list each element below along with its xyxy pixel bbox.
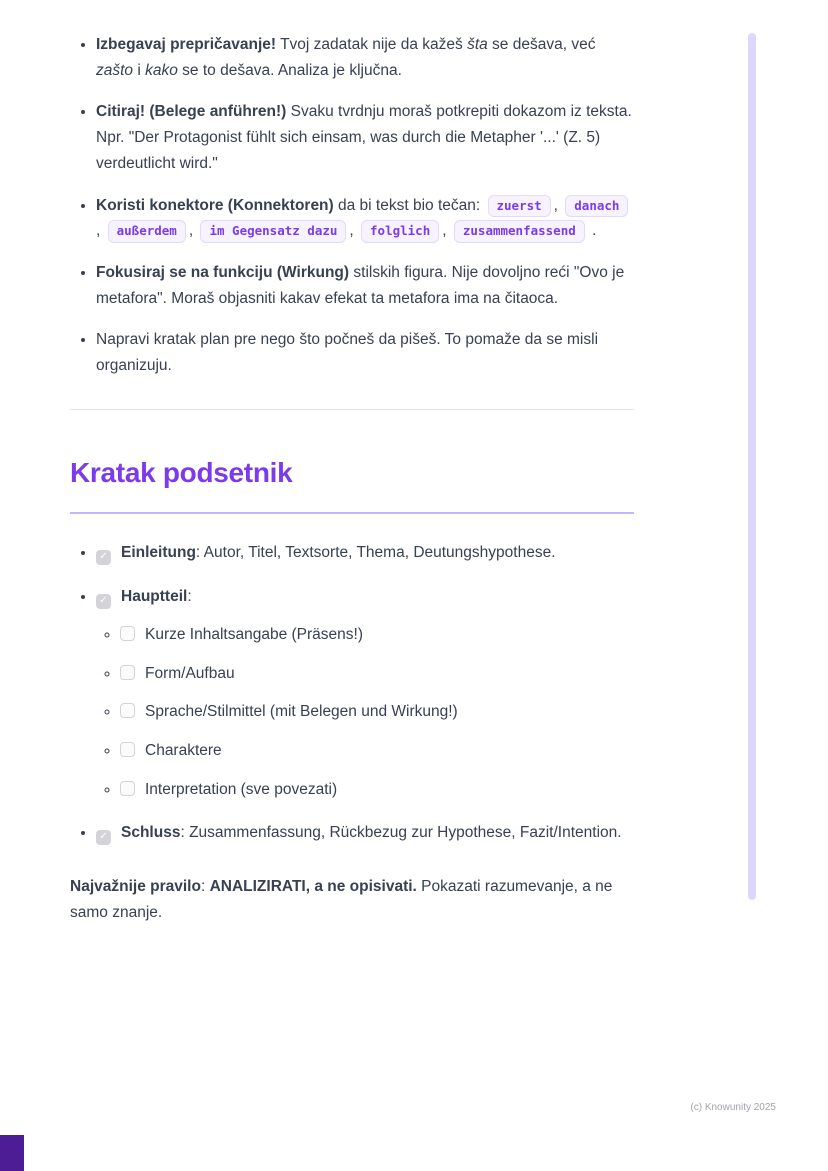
text-segment: stilskih figura. Nije dovoljno reći "Ovo je metafora". Moraš objasniti kakav efekat ta metafora ima na čitaoca. bbox=[96, 264, 625, 307]
text-segment: Najvažnije pravilo bbox=[70, 878, 201, 896]
checkbox-checked[interactable]: ✓ bbox=[96, 594, 111, 609]
checklist-item-text bbox=[121, 824, 622, 841]
text-segment: , bbox=[442, 222, 451, 240]
checklist-item bbox=[96, 540, 634, 566]
checklist-item-text bbox=[121, 588, 192, 605]
tip-item bbox=[96, 260, 634, 311]
checkbox-unchecked[interactable] bbox=[120, 703, 135, 718]
text-segment: Citiraj! (Belege anführen!) bbox=[96, 103, 287, 121]
text-segment: Hauptteil bbox=[121, 588, 188, 606]
text-segment: Form/Aufbau bbox=[145, 664, 235, 682]
text-segment: da bi tekst bio tečan: bbox=[333, 196, 485, 214]
text-segment: Koristi konektore (Konnektoren) bbox=[96, 196, 334, 214]
text-segment: i bbox=[133, 61, 146, 79]
text-segment: Tvoj zadatak nije da kažeš bbox=[276, 36, 468, 53]
checklist-item-text bbox=[145, 626, 363, 643]
checklist-item bbox=[120, 622, 634, 648]
text-segment: : Zusammenfassung, Rückbezug zur Hypothese, Fazit/Intention. bbox=[180, 824, 622, 842]
checkbox-checked[interactable]: ✓ bbox=[96, 550, 111, 565]
tip-item bbox=[96, 193, 634, 244]
checklist-item bbox=[120, 738, 634, 764]
checklist-item-text bbox=[145, 703, 458, 720]
checklist-item-text bbox=[145, 742, 222, 759]
text-segment: Izbegavaj prepričavanje! bbox=[96, 36, 277, 53]
text-segment: : Autor, Titel, Textsorte, Thema, Deutungshypothese. bbox=[195, 544, 556, 562]
text-segment: Svaku tvrdnju moraš potkrepiti dokazom iz teksta. Npr. "Der Protagonist fühlt sich einsam, was durch die Metapher '...' (Z. 5) verdeutlicht wird." bbox=[96, 103, 632, 172]
checklist-item-text bbox=[121, 544, 556, 561]
checklist-item bbox=[96, 820, 634, 846]
inline-code-badge: danach bbox=[565, 195, 628, 218]
text-segment: Schluss bbox=[121, 824, 181, 842]
tip-item bbox=[96, 327, 634, 378]
text-segment: se dešava, već bbox=[487, 36, 596, 53]
text-segment: . bbox=[587, 222, 597, 240]
checkbox-unchecked[interactable] bbox=[120, 626, 135, 641]
tips-list bbox=[70, 32, 634, 379]
section-divider bbox=[70, 409, 634, 410]
text-segment: , bbox=[96, 222, 105, 240]
text-segment: Pokazati razumevanje, a ne samo znanje. bbox=[70, 878, 613, 921]
text-segment: Einleitung bbox=[121, 544, 196, 562]
text-segment: , bbox=[553, 196, 563, 214]
final-note bbox=[70, 874, 634, 925]
text-segment: šta bbox=[467, 36, 488, 53]
checklist-item bbox=[96, 584, 634, 802]
inline-code-badge: im Gegensatz dazu bbox=[200, 220, 346, 243]
checkbox-unchecked[interactable] bbox=[120, 781, 135, 796]
footer-credit: (c) Knowunity 2025 bbox=[690, 1102, 776, 1113]
text-segment: Napravi kratak plan pre nego što počneš da pišeš. To pomaže da se misli organizuju. bbox=[96, 331, 599, 375]
corner-brand-mark bbox=[0, 1135, 24, 1171]
text-segment: Sprache/Stilmittel (mit Belegen und Wirkung!) bbox=[145, 703, 458, 721]
text-segment: Kurze Inhaltsangabe (Präsens!) bbox=[145, 625, 363, 643]
checklist bbox=[70, 540, 634, 846]
section-heading: Kratak podsetnik bbox=[70, 450, 634, 514]
text-segment: : bbox=[187, 588, 192, 606]
text-segment: kako bbox=[145, 61, 178, 79]
inline-code-badge: folglich bbox=[361, 220, 439, 243]
scrollbar-thumb[interactable] bbox=[748, 33, 756, 900]
checkbox-unchecked[interactable] bbox=[120, 742, 135, 757]
text-segment: se to dešava. Analiza je ključna. bbox=[177, 61, 402, 79]
text-segment: : bbox=[200, 878, 210, 896]
checkbox-unchecked[interactable] bbox=[120, 665, 135, 680]
checklist-item bbox=[120, 777, 634, 803]
sub-checklist bbox=[96, 622, 634, 803]
tip-item bbox=[96, 99, 634, 176]
inline-code-badge: zusammenfassend bbox=[454, 220, 585, 243]
text-segment: zašto bbox=[96, 61, 134, 79]
text-segment: Interpretation (sve povezati) bbox=[145, 780, 338, 798]
text-segment: Fokusiraj se na funkciju (Wirkung) bbox=[96, 264, 350, 282]
checklist-item bbox=[120, 699, 634, 725]
tip-item bbox=[96, 32, 634, 83]
text-segment: , bbox=[349, 222, 359, 240]
text-segment: , bbox=[188, 222, 198, 240]
checklist-item bbox=[120, 661, 634, 687]
checklist-item-text bbox=[145, 781, 337, 798]
inline-code-badge: außerdem bbox=[108, 220, 186, 243]
checkbox-checked[interactable]: ✓ bbox=[96, 830, 111, 845]
checklist-item-text bbox=[145, 665, 235, 682]
inline-code-badge: zuerst bbox=[488, 195, 551, 218]
text-segment: Charaktere bbox=[145, 741, 222, 759]
text-segment: ANALIZIRATI, a ne opisivati. bbox=[209, 878, 417, 896]
document-content bbox=[70, 32, 634, 926]
